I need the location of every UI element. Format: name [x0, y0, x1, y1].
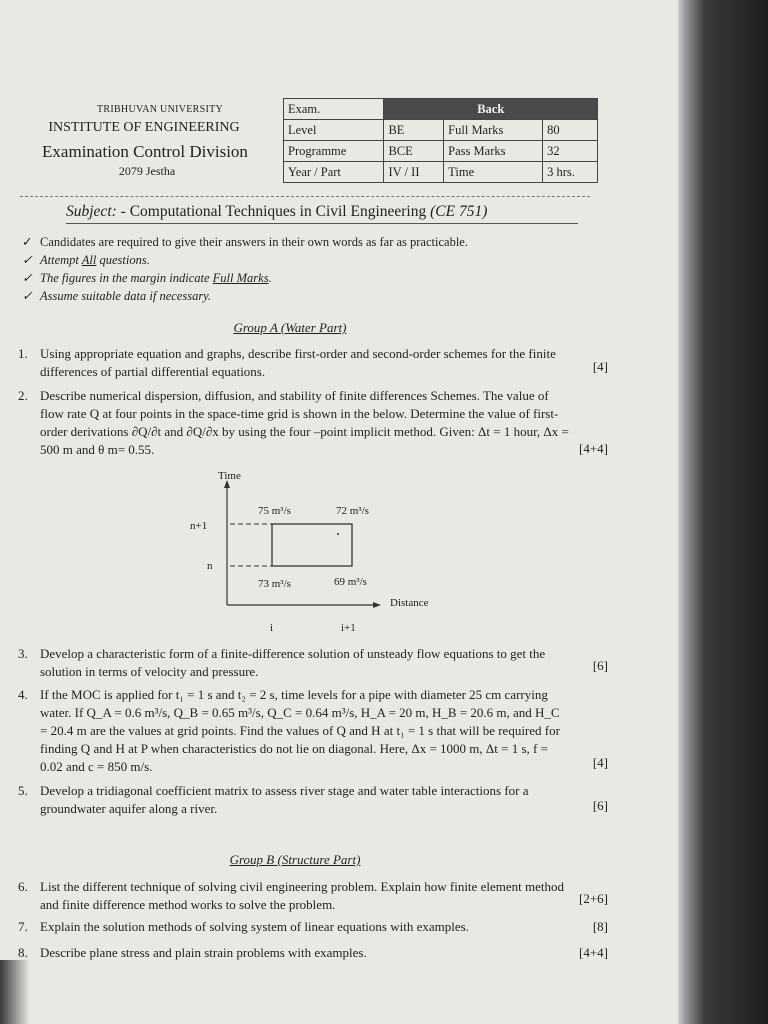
- question-marks: [2+6]: [579, 891, 608, 906]
- exam-label: Exam.: [284, 99, 384, 120]
- question-marks: [4+4]: [579, 945, 608, 960]
- subject-line: [66, 203, 578, 224]
- institute-name: INSTITUTE OF ENGINEERING: [48, 120, 240, 135]
- page-edge-shadow: [678, 0, 768, 1024]
- question-3: [18, 645, 608, 681]
- exam-value: Back: [384, 99, 598, 120]
- time-value: 3 hrs.: [543, 162, 598, 183]
- time-label: Time: [444, 162, 543, 183]
- instruction-4: [22, 288, 211, 304]
- question-number: 8.: [18, 945, 28, 960]
- question-5: [18, 782, 608, 818]
- question-number: 5.: [18, 783, 28, 798]
- question-4: [18, 686, 608, 776]
- group-a-heading: Group A (Water Part): [233, 320, 347, 335]
- question-8: [18, 944, 608, 962]
- question-number: 7.: [18, 919, 28, 934]
- exam-info-table: [283, 98, 598, 183]
- q-bottom-left-value: 73 m³/s: [258, 578, 291, 590]
- question-number: 6.: [18, 879, 28, 894]
- programme-label: Programme: [284, 141, 384, 162]
- question-marks: [6]: [592, 798, 608, 813]
- subject-code: (CE 751): [430, 203, 488, 220]
- instruction-2: [22, 252, 150, 268]
- instruction-text: .: [268, 271, 272, 285]
- full-marks-value: 80: [543, 120, 598, 141]
- group-b-heading: Group B (Structure Part): [229, 852, 361, 867]
- distance-axis-label: Distance: [390, 597, 429, 609]
- question-text: Develop a characteristic form of a finite-difference solution of unsteady flow equations to get the solution in terms of velocity and pressure.: [40, 646, 546, 679]
- level-label: Level: [284, 120, 384, 141]
- subject-title: - Computational Techniques in Civil Engineering: [120, 203, 427, 220]
- check-icon: ✓: [22, 235, 33, 249]
- q-top-left-value: 75 m³/s: [258, 505, 291, 517]
- question-number: 4.: [18, 687, 28, 702]
- instruction-text: Attempt: [40, 253, 82, 267]
- year-label: Year / Part: [284, 162, 384, 183]
- q-top-right-value: 72 m³/s: [336, 505, 369, 517]
- check-icon: ✓: [22, 271, 33, 285]
- question-number: 1.: [18, 346, 28, 361]
- grid-point: [337, 533, 339, 535]
- instruction-text: Assume suitable data if necessary.: [40, 289, 212, 303]
- question-marks: [4]: [592, 755, 608, 770]
- exam-session: 2079 Jestha: [118, 164, 176, 178]
- i1-label: i+1: [341, 622, 356, 634]
- level-value: BE: [384, 120, 444, 141]
- header-divider: [20, 196, 590, 197]
- question-marks: [6]: [592, 658, 608, 673]
- question-marks: [4+4]: [579, 441, 608, 456]
- division-name: Examination Control Division: [42, 142, 248, 161]
- question-text: Develop a tridiagonal coefficient matrix to assess river stage and water table interactions for a groundwater aquifer along a river.: [40, 783, 529, 816]
- question-7: [18, 918, 608, 936]
- question-6: [18, 878, 608, 914]
- pass-marks-value: 32: [543, 141, 598, 162]
- instruction-text: The figures in the margin indicate: [40, 271, 213, 285]
- question-text: Describe plane stress and plain strain problems with examples.: [40, 945, 367, 960]
- instruction-text: Candidates are required to give their answers in their own words as far as practicable.: [40, 235, 468, 249]
- question-text: List the different technique of solving civil engineering problem. Explain how finite element method and finite difference method works to solve the problem.: [40, 879, 564, 912]
- question-text: Using appropriate equation and graphs, describe first-order and second-order schemes for the finite differences of partial differential equations.: [40, 346, 556, 379]
- question-marks: [8]: [592, 919, 608, 934]
- question-marks: [4]: [592, 359, 608, 374]
- grid-cell: [272, 524, 352, 566]
- i-label: i: [270, 622, 274, 634]
- pass-marks-label: Pass Marks: [444, 141, 543, 162]
- check-icon: ✓: [22, 253, 33, 267]
- distance-axis-arrow-icon: [373, 602, 381, 608]
- n-label: n: [207, 560, 213, 572]
- question-number: 3.: [18, 646, 28, 661]
- question-number: 2.: [18, 388, 28, 403]
- question-text: Describe numerical dispersion, diffusion, and stability of finite differences Schemes. The value of flow rate Q at four points in the space-time grid is shown in the below. Determine the value of first-order derivations ∂Q/∂t and ∂Q/∂x by using the four –point implicit method. Given: Δt = 1 hour, Δx = 500 m and θ m= 0.55.: [40, 388, 569, 457]
- subject-label: Subject:: [66, 203, 117, 220]
- programme-value: BCE: [384, 141, 444, 162]
- n1-label: n+1: [190, 520, 208, 532]
- question-text: If the MOC is applied for t₁ = 1 s and t₂ = 2 s, time levels for a pipe with diameter 25 cm carrying water. If Q_A = 0.6 m³/s, Q_B = 0.65 m³/s, Q_C = 0.64 m³/s, H_A = 20 m, H_B = 20.6 m, and H_C = 20.4 m are the values at grid points. Find the values of Q and H at t₁ = 1 s that will be required for finding Q and H at P when characteristics do not lie on diagonal. Here, Δx = 1000 m, Δt = 1 s, f = 0.02 and c = 850 m/s.: [40, 687, 560, 774]
- instruction-emphasis: Full Marks: [212, 271, 269, 285]
- instruction-text: questions.: [96, 253, 150, 267]
- check-icon: ✓: [22, 289, 33, 303]
- question-1: [18, 345, 608, 381]
- full-marks-label: Full Marks: [444, 120, 543, 141]
- grid-graphic: [180, 468, 440, 638]
- university-name: TRIBHUVAN UNIVERSITY: [96, 104, 224, 115]
- question-text: Explain the solution methods of solving system of linear equations with examples.: [40, 919, 469, 934]
- q-bottom-right-value: 69 m³/s: [334, 576, 367, 588]
- year-value: IV / II: [384, 162, 444, 183]
- page-shadow: [0, 960, 30, 1024]
- space-time-grid-diagram: [180, 468, 440, 638]
- instruction-1: [22, 234, 468, 250]
- time-axis-label: Time: [218, 470, 241, 482]
- question-2: [18, 387, 608, 459]
- instruction-3: [22, 270, 272, 286]
- instruction-emphasis: All: [81, 253, 97, 267]
